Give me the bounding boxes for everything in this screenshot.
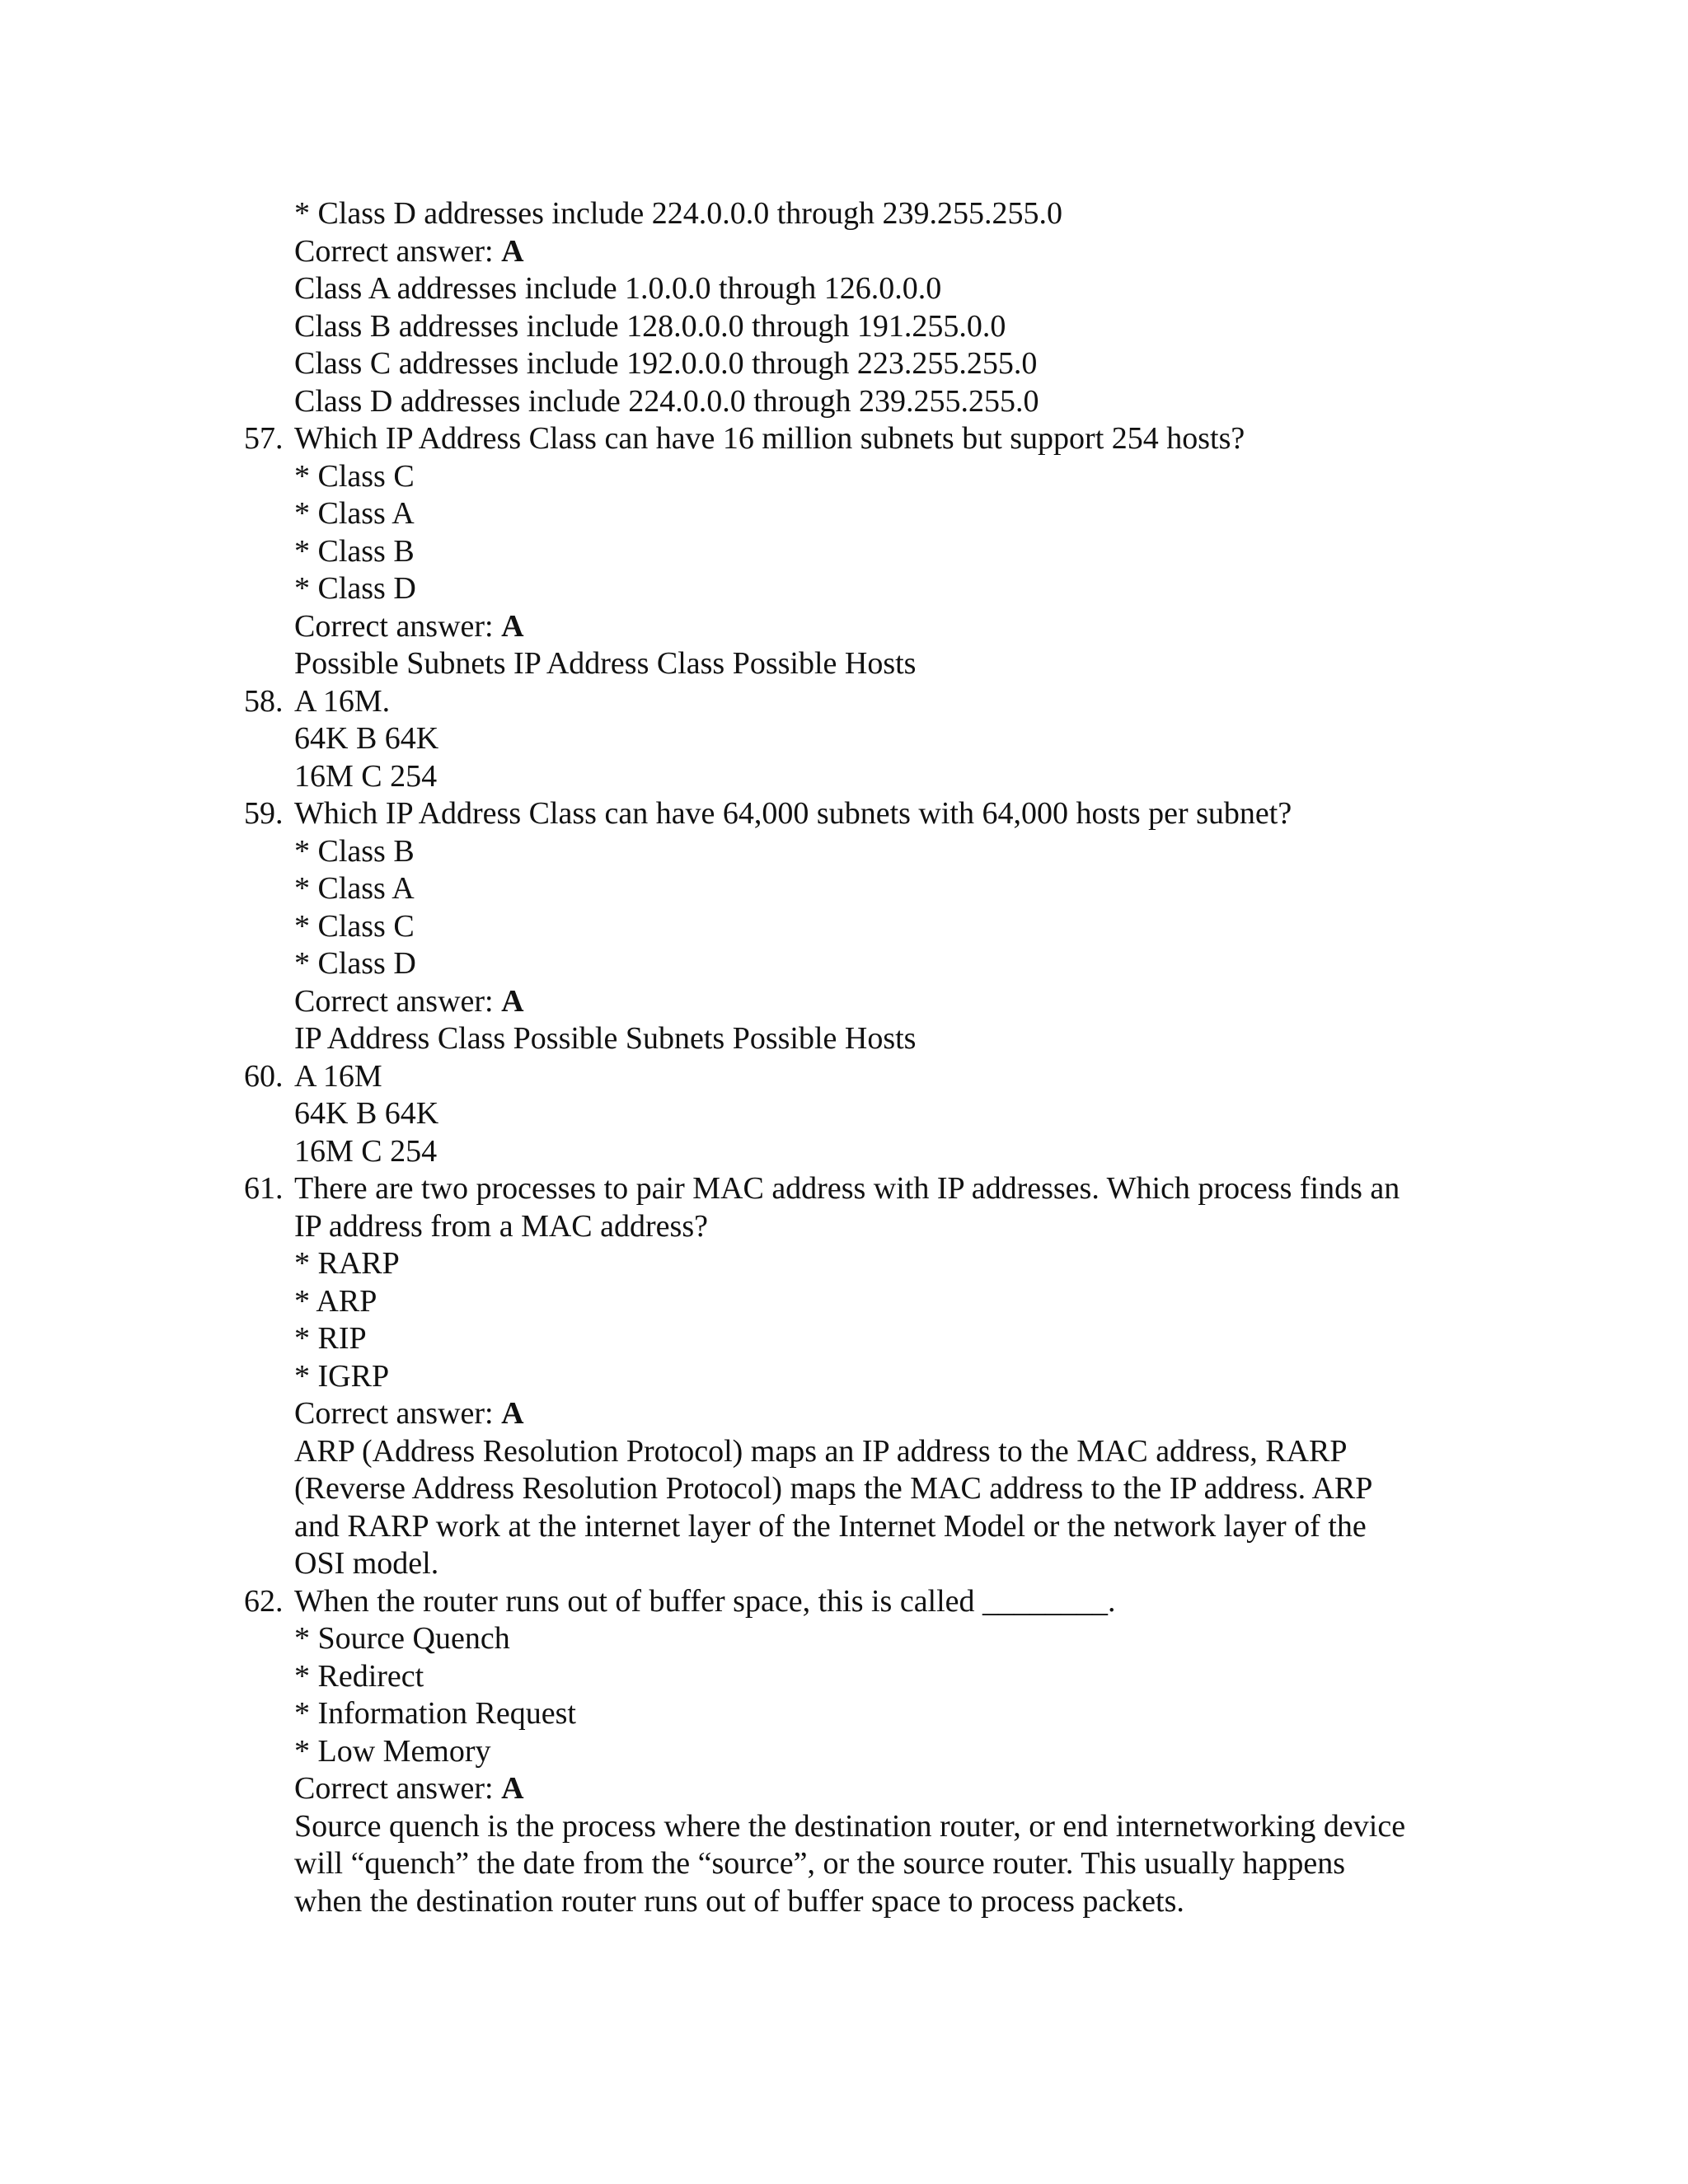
text-line [0,758,1688,796]
text-line [0,1470,1688,1508]
line-text [294,1395,524,1433]
text-line [0,1283,1688,1321]
line-text-content: * Class A [294,496,415,531]
question-number: 59. [244,796,284,831]
question-line [0,683,1688,721]
text-line [0,645,1688,683]
line-text-content: Class C addresses include 192.0.0.0 through 223.255.255.0 [294,346,1038,381]
text-line [0,1395,1688,1433]
line-text [294,195,1062,233]
line-text-content: OSI model. [294,1546,439,1581]
line-text-content: * Class B [294,833,415,869]
text-line [0,1883,1688,1921]
line-text-content: * Class A [294,871,415,906]
line-text-content: * Class D addresses include 224.0.0.0 through 239.255.255.0 [294,196,1062,231]
line-text [294,1470,1372,1508]
line-text-content: A 16M [294,1058,382,1094]
line-text-content: * Class D [294,571,416,606]
line-text-content: * Redirect [294,1658,424,1694]
line-text-content: 64K B 64K [294,721,439,756]
text-line [0,608,1688,646]
correct-answer-letter: A [501,1771,524,1806]
line-text-content: Class A addresses include 1.0.0.0 through 126.0.0.0 [294,271,942,306]
line-text-content: IP address from a MAC address? [294,1208,708,1244]
line-text-content: (Reverse Address Resolution Protocol) maps the MAC address to the IP address. ARP [294,1471,1373,1506]
text-line [0,1508,1688,1546]
line-text-content: Class B addresses include 128.0.0.0 through 191.255.0.0 [294,308,1006,344]
question-line [0,1583,1688,1621]
correct-answer-letter: A [501,1396,524,1431]
text-line [0,983,1688,1021]
line-text-content: * Class C [294,908,415,944]
text-line [0,195,1688,233]
line-text-content: A 16M. [294,683,391,719]
line-text-content: * Source Quench [294,1621,510,1656]
line-text-content: * Class D [294,946,416,981]
line-text-content: 64K B 64K [294,1096,439,1131]
line-text [294,420,1245,458]
line-text [294,1583,1116,1621]
line-text-content: Correct answer: [294,608,502,644]
line-text-content: Correct answer: [294,1771,502,1806]
question-number: 60. [244,1058,284,1094]
line-text [294,870,415,908]
line-text [294,683,390,721]
line-text [294,1695,576,1733]
line-text-content: * Low Memory [294,1733,491,1769]
line-text-content: Which IP Address Class can have 64,000 subnets with 64,000 hosts per subnet? [294,796,1292,831]
line-text-content: Correct answer: [294,1396,502,1431]
line-text [294,1770,524,1808]
text-line [0,1733,1688,1771]
line-text-content: when the destination router runs out of buffer space to process packets. [294,1883,1184,1919]
line-text-content: * RIP [294,1321,367,1356]
line-text [294,233,524,271]
line-text-content: * IGRP [294,1358,390,1394]
line-text [294,495,415,533]
line-text [294,720,438,758]
line-text-content: and RARP work at the internet layer of the Internet Model or the network layer of the [294,1508,1367,1544]
line-text [294,458,415,496]
line-text-content: Which IP Address Class can have 16 million subnets but support 254 hosts? [294,421,1245,456]
question-number: 57. [244,421,284,456]
line-text [294,1733,491,1771]
line-text [294,1658,424,1696]
line-text-content: will “quench” the date from the “source”, or the source router. This usually happens [294,1846,1346,1881]
line-text [294,1095,438,1133]
question-line [0,1170,1688,1208]
text-line [0,1245,1688,1283]
text-line [0,945,1688,983]
line-text [294,1058,382,1096]
text-line [0,1770,1688,1808]
line-text [294,1508,1367,1546]
line-text [294,1808,1405,1846]
line-text [294,1133,437,1171]
line-text [294,1245,400,1283]
text-line [0,458,1688,496]
line-text-content: There are two processes to pair MAC address with IP addresses. Which process finds an [294,1171,1400,1206]
line-text [294,383,1039,421]
text-line [0,1695,1688,1733]
text-line [0,870,1688,908]
line-text [294,345,1037,383]
line-text [294,1020,916,1058]
line-text-content: When the router runs out of buffer space, this is called ________. [294,1583,1116,1619]
text-line [0,233,1688,271]
line-text-content: ARP (Address Resolution Protocol) maps an IP address to the MAC address, RARP [294,1433,1348,1469]
text-line [0,383,1688,421]
line-text [294,570,416,608]
text-line [0,1545,1688,1583]
text-line [0,1620,1688,1658]
text-line [0,345,1688,383]
text-line [0,1358,1688,1396]
text-line [0,1020,1688,1058]
text-line [0,1133,1688,1171]
line-text [294,795,1292,833]
line-text-content: Class D addresses include 224.0.0.0 through 239.255.255.0 [294,383,1039,419]
line-text [294,833,415,871]
question-number: 61. [244,1171,284,1206]
line-text [294,270,941,308]
line-text [294,983,524,1021]
question-line [0,1058,1688,1096]
line-text-content: 16M C 254 [294,1133,438,1169]
line-text [294,1320,367,1358]
line-text [294,1170,1400,1208]
line-text-content: * ARP [294,1283,377,1319]
text-line [0,1658,1688,1696]
text-line [0,533,1688,571]
line-text [294,1433,1348,1471]
text-line [0,1208,1688,1246]
text-line [0,1320,1688,1358]
document-body [0,195,1688,1920]
line-text-content: Source quench is the process where the destination router, or end internetworking device [294,1808,1406,1844]
text-line [0,908,1688,946]
text-line [0,1808,1688,1846]
correct-answer-letter: A [501,983,524,1019]
text-line [0,720,1688,758]
line-text [294,533,415,571]
line-text [294,1358,389,1396]
line-text [294,908,415,946]
text-line [0,495,1688,533]
text-line [0,1845,1688,1883]
text-line [0,308,1688,346]
line-text [294,945,416,983]
line-text-content: * RARP [294,1246,400,1281]
line-text-content: IP Address Class Possible Subnets Possible Hosts [294,1021,917,1056]
text-line [0,270,1688,308]
question-line [0,420,1688,458]
correct-answer-letter: A [501,233,524,269]
question-line [0,795,1688,833]
line-text [294,645,916,683]
question-number: 62. [244,1583,284,1619]
line-text-content: * Class C [294,458,415,494]
line-text [294,1845,1345,1883]
line-text [294,758,437,796]
question-number: 58. [244,683,284,719]
text-line [0,833,1688,871]
line-text-content: Possible Subnets IP Address Class Possible Hosts [294,646,917,681]
line-text [294,1545,438,1583]
line-text [294,608,524,646]
text-line [0,570,1688,608]
line-text [294,308,1006,346]
line-text-content: * Information Request [294,1696,576,1731]
text-line [0,1433,1688,1471]
line-text-content: 16M C 254 [294,758,438,794]
line-text [294,1883,1184,1921]
correct-answer-letter: A [501,608,524,644]
line-text-content: Correct answer: [294,983,502,1019]
line-text [294,1283,377,1321]
line-text-content: * Class B [294,533,415,569]
line-text-content: Correct answer: [294,233,502,269]
line-text [294,1620,510,1658]
line-text [294,1208,708,1246]
text-line [0,1095,1688,1133]
